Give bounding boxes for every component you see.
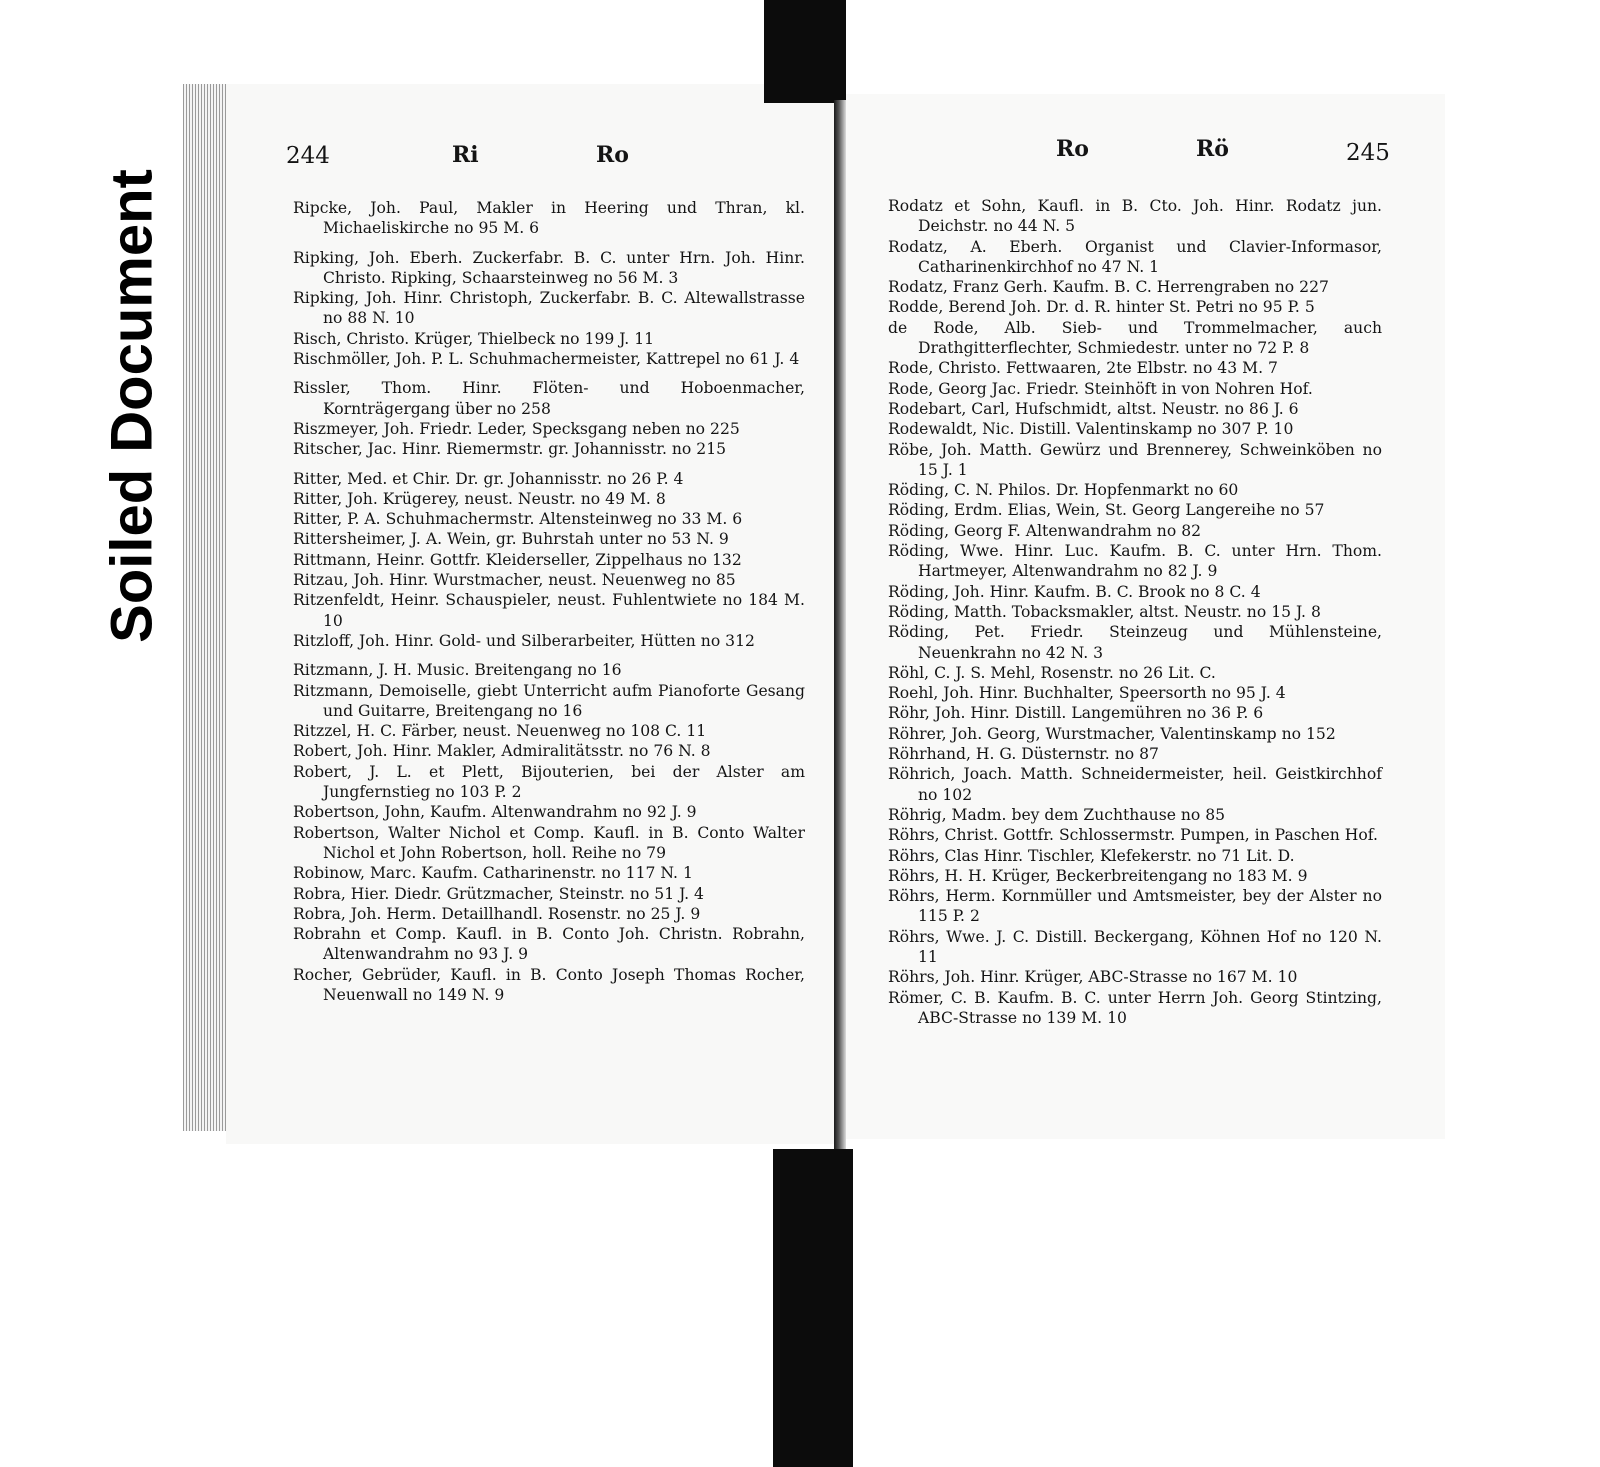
directory-entry: Rodatz, Franz Gerh. Kaufm. B. C. Herrengraben no 227 — [888, 278, 1329, 297]
left-entries — [293, 198, 805, 1005]
right-running-head-second: Rö — [1196, 136, 1229, 162]
label-text: Soiled Document — [99, 169, 165, 643]
directory-entry: Röhrs, Herm. Kornmüller und Amtsmeister, bey der Alster no 115 P. 2 — [888, 887, 1382, 926]
left-running-head-second: Ro — [596, 142, 629, 168]
directory-entry: Rodebart, Carl, Hufschmidt, altst. Neustr. no 86 J. 6 — [888, 399, 1299, 418]
directory-entry: Rodewaldt, Nic. Distill. Valentinskamp no 307 P. 10 — [888, 420, 1294, 439]
directory-entry: Rischmöller, Joh. P. L. Schuhmachermeister, Kattrepel no 61 J. 4 — [293, 350, 800, 369]
directory-entry: Röhrs, Christ. Gottfr. Schlossermstr. Pumpen, in Paschen Hof. — [888, 826, 1378, 845]
directory-entry: Robra, Hier. Diedr. Grützmacher, Steinstr. no 51 J. 4 — [293, 884, 704, 903]
left-page-number: 244 — [286, 143, 330, 169]
directory-entry: Robertson, Walter Nichol et Comp. Kaufl. in B. Conto Walter Nichol et John Robertson, holl. Reihe no 79 — [293, 823, 805, 862]
right-entries — [888, 196, 1382, 1028]
directory-entry: Ripking, Joh. Hinr. Christoph, Zuckerfabr. B. C. Altewallstrasse no 88 N. 10 — [293, 289, 805, 328]
directory-entry: Ritter, Med. et Chir. Dr. gr. Johannisstr. no 26 P. 4 — [293, 469, 684, 488]
directory-entry: Ritzloff, Joh. Hinr. Gold- und Silberarbeiter, Hütten no 312 — [293, 631, 755, 650]
directory-entry: Röhrs, Joh. Hinr. Krüger, ABC-Strasse no 167 M. 10 — [888, 968, 1298, 987]
directory-entry: Robert, Joh. Hinr. Makler, Admiralitätsstr. no 76 N. 8 — [293, 742, 711, 761]
directory-entry: Röding, Erdm. Elias, Wein, St. Georg Langereihe no 57 — [888, 501, 1325, 520]
directory-entry: Ritscher, Jac. Hinr. Riemermstr. gr. Johannisstr. no 215 — [293, 440, 727, 459]
directory-entry: Röhr, Joh. Hinr. Distill. Langemühren no 36 P. 6 — [888, 704, 1264, 723]
directory-entry: Rodatz et Sohn, Kaufl. in B. Cto. Joh. Hinr. Rodatz jun. Deichstr. no 44 N. 5 — [888, 197, 1382, 236]
directory-entry: Rocher, Gebrüder, Kaufl. in B. Conto Joseph Thomas Rocher, Neuenwall no 149 N. 9 — [293, 965, 805, 1004]
directory-entry: Ripcke, Joh. Paul, Makler in Heering und Thran, kl. Michaeliskirche no 95 M. 6 — [293, 199, 805, 238]
binding-shadow-top — [764, 0, 846, 103]
directory-entry: Risch, Christo. Krüger, Thielbeck no 199 J. 11 — [293, 329, 655, 348]
directory-entry: Röbe, Joh. Matth. Gewürz und Brennerey, Schweinköben no 15 J. 1 — [888, 440, 1382, 479]
directory-entry: Robinow, Marc. Kaufm. Catharinenstr. no 117 N. 1 — [293, 864, 693, 883]
directory-entry: Rode, Georg Jac. Friedr. Steinhöft in von Nohren Hof. — [888, 379, 1313, 398]
directory-entry: Ritzzel, H. C. Färber, neust. Neuenweg no 108 C. 11 — [293, 722, 707, 741]
directory-entry: Robert, J. L. et Plett, Bijouterien, bei der Alster am Jungfernstieg no 103 P. 2 — [293, 762, 805, 802]
directory-entry: de Rode, Alb. Sieb- und Trommelmacher, auch Drathgitterflechter, Schmiedestr. unter no 72 P. 8 — [888, 318, 1382, 358]
directory-entry: Robertson, John, Kaufm. Altenwandrahm no 92 J. 9 — [293, 803, 697, 822]
directory-entry: Röding, Joh. Hinr. Kaufm. B. C. Brook no 8 C. 4 — [888, 582, 1261, 601]
directory-entry: Röhrhand, H. G. Düsternstr. no 87 — [888, 745, 1159, 764]
directory-entry: Röhl, C. J. S. Mehl, Rosenstr. no 26 Lit. C. — [888, 663, 1216, 682]
left-running-head-first: Ri — [452, 142, 479, 168]
directory-entry: Röhrs, H. H. Krüger, Beckerbreitengang no 183 M. 9 — [888, 866, 1308, 885]
directory-entry: Röding, C. N. Philos. Dr. Hopfenmarkt no 60 — [888, 481, 1239, 500]
directory-entry: Rode, Christo. Fettwaaren, 2te Elbstr. no 43 M. 7 — [888, 359, 1278, 378]
right-page-number: 245 — [1346, 140, 1390, 166]
directory-entry: Röhrich, Joach. Matth. Schneidermeister, heil. Geistkirchhof no 102 — [888, 765, 1382, 804]
directory-entry: Röding, Georg F. Altenwandrahm no 82 — [888, 521, 1202, 540]
directory-entry: Ritzau, Joh. Hinr. Wurstmacher, neust. Neuenweg no 85 — [293, 571, 736, 590]
soiled-document-label — [78, 142, 187, 670]
directory-entry: Rittmann, Heinr. Gottfr. Kleiderseller, Zippelhaus no 132 — [293, 550, 742, 569]
directory-entry: Röhrer, Joh. Georg, Wurstmacher, Valentinskamp no 152 — [888, 724, 1336, 743]
directory-entry: Ritter, Joh. Krügerey, neust. Neustr. no 49 M. 8 — [293, 489, 666, 508]
directory-entry: Robrahn et Comp. Kaufl. in B. Conto Joh. Christn. Robrahn, Altenwandrahm no 93 J. 9 — [293, 925, 805, 964]
directory-entry: Rodde, Berend Joh. Dr. d. R. hinter St. Petri no 95 P. 5 — [888, 298, 1315, 317]
directory-entry: Röding, Wwe. Hinr. Luc. Kaufm. B. C. unter Hrn. Thom. Hartmeyer, Altenwandrahm no 82 J. 9 — [888, 542, 1382, 581]
directory-entry: Rittersheimer, J. A. Wein, gr. Buhrstah unter no 53 N. 9 — [293, 530, 729, 549]
directory-entry: Roehl, Joh. Hinr. Buchhalter, Speersorth no 95 J. 4 — [888, 684, 1286, 703]
directory-entry: Röhrig, Madm. bey dem Zuchthause no 85 — [888, 805, 1226, 824]
directory-entry: Röding, Pet. Friedr. Steinzeug und Mühlensteine, Neuenkrahn no 42 N. 3 — [888, 623, 1382, 662]
directory-entry: Röding, Matth. Tobacksmakler, altst. Neustr. no 15 J. 8 — [888, 602, 1321, 621]
directory-entry: Röhrs, Wwe. J. C. Distill. Beckergang, Köhnen Hof no 120 N. 11 — [888, 927, 1382, 966]
directory-entry: Ritter, P. A. Schuhmachermstr. Altensteinweg no 33 M. 6 — [293, 510, 743, 529]
directory-entry: Ripking, Joh. Eberh. Zuckerfabr. B. C. unter Hrn. Joh. Hinr. Christo. Ripking, Schaarsteinweg no 56 M. 3 — [293, 248, 805, 287]
right-running-head-first: Ro — [1056, 136, 1089, 162]
directory-entry: Ritzmann, Demoiselle, giebt Unterricht aufm Pianoforte Gesang und Guitarre, Breitengang no 16 — [293, 681, 805, 720]
binding-shadow-bottom — [773, 1149, 853, 1467]
directory-entry: Robra, Joh. Herm. Detaillhandl. Rosenstr. no 25 J. 9 — [293, 904, 701, 923]
directory-entry: Röhrs, Clas Hinr. Tischler, Klefekerstr. no 71 Lit. D. — [888, 846, 1295, 865]
directory-entry: Ritzmann, J. H. Music. Breitengang no 16 — [293, 661, 622, 680]
directory-entry: Ritzenfeldt, Heinr. Schauspieler, neust. Fuhlentwiete no 184 M. 10 — [293, 591, 805, 630]
directory-entry: Riszmeyer, Joh. Friedr. Leder, Specksgang neben no 225 — [293, 419, 740, 438]
directory-entry: Römer, C. B. Kaufm. B. C. unter Herrn Joh. Georg Stintzing, ABC-Strasse no 139 M. 10 — [888, 988, 1382, 1027]
directory-entry: Rissler, Thom. Hinr. Flöten- und Hoboenmacher, Kornträgergang über no 258 — [293, 379, 805, 418]
page-edges — [183, 84, 229, 1131]
book-gutter — [834, 100, 846, 1149]
directory-entry: Rodatz, A. Eberh. Organist und Clavier-Informasor, Catharinenkirchhof no 47 N. 1 — [888, 237, 1382, 276]
